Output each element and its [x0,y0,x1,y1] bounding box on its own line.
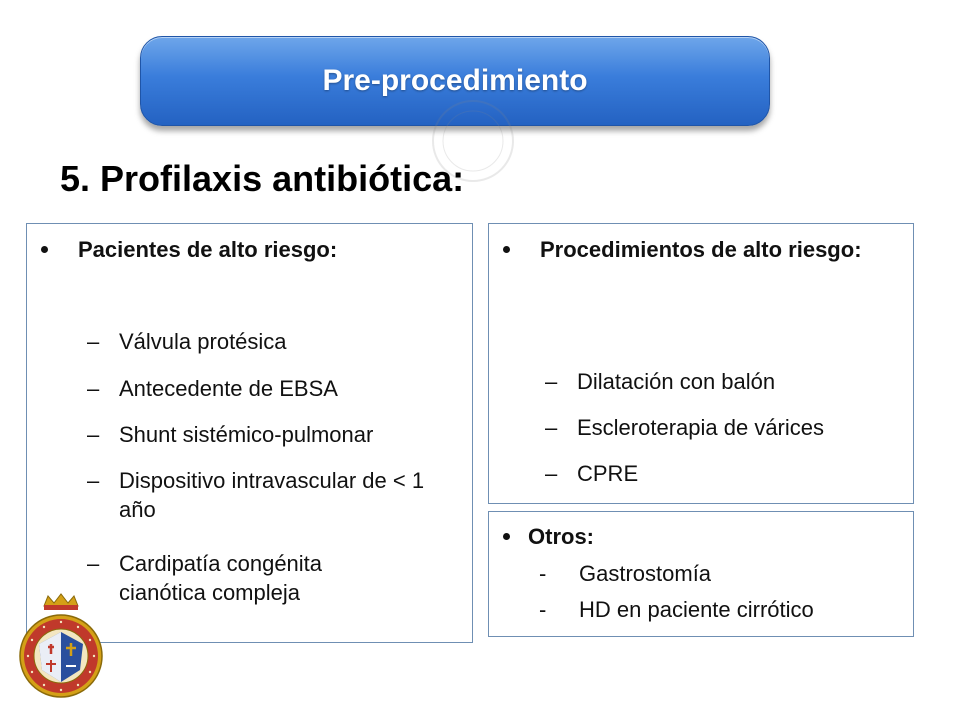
list-item-label: Cardipatía congénita cianótica compleja [119,551,323,605]
high-risk-patients-box [26,223,473,643]
list-item [539,596,814,624]
list-item-label: CPRE [577,461,639,486]
dash-marker: – [87,468,100,493]
bullet-icon [503,533,510,540]
box-title: Pacientes de alto riesgo: [78,237,338,262]
dash-marker: – [87,422,100,447]
box-title: Procedimientos de alto riesgo: [540,237,862,262]
bullet-icon [503,246,510,253]
list-item [539,560,711,588]
list-item-label: HD en paciente cirrótico [579,597,814,622]
list-item [87,420,373,449]
list-item [41,235,337,265]
list-item [545,367,775,396]
box-title: Otros: [528,524,594,549]
dash-marker: - [539,597,547,622]
dash-marker: – [87,329,100,354]
list-item-label: Válvula protésica [119,329,287,354]
dash-marker: – [87,551,100,576]
list-item-label: Gastrostomía [579,561,712,586]
dash-marker: – [545,461,558,486]
list-item [87,374,338,403]
page-title: 5. Profilaxis antibiótica: [60,158,465,199]
bullet-icon [41,246,48,253]
list-item [87,327,287,356]
list-item-label: Antecedente de EBSA [119,376,338,401]
list-item [87,466,427,524]
list-item-label: Shunt sistémico-pulmonar [119,422,374,447]
university-seal-icon [18,592,104,704]
others-box [488,511,914,637]
banner-label: Pre-procedimiento [322,64,588,97]
dash-marker: – [545,369,558,394]
list-item [545,413,824,442]
list-item [503,235,883,265]
list-item-label: Dispositivo intravascular de < 1 año [119,468,425,522]
list-item [503,522,594,552]
dash-marker: – [545,415,558,440]
list-item [87,549,387,607]
dash-marker: - [539,561,547,586]
high-risk-procedures-box [488,223,914,504]
list-item-label: Dilatación con balón [577,369,776,394]
list-item-label: Escleroterapia de várices [577,415,825,440]
list-item [545,459,638,488]
dash-marker: – [87,376,100,401]
